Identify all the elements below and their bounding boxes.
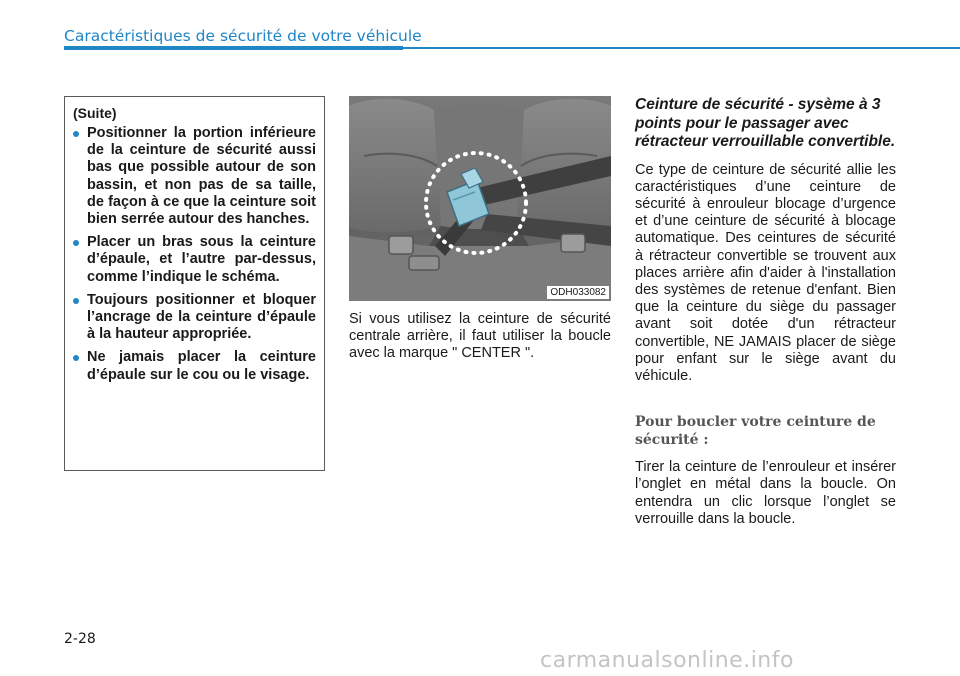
list-item: [73, 349, 316, 383]
seatbelt-buckle-illustration: [349, 96, 611, 301]
bullet-icon: [73, 131, 79, 137]
caution-item-text: Ne jamais placer la ceinture d’épaule sur le cou ou le visage.: [87, 349, 316, 383]
header-rule-thin: [403, 47, 960, 49]
caution-item-text: Positionner la portion inférieure de la ceinture de sécurité aussi bas que possible autour de son bassin, et non pas de sa taille, de façon à ce que la ceinture soit bien serrée autour des hanches.: [87, 125, 316, 228]
list-item: [73, 125, 316, 228]
bullet-icon: [73, 240, 79, 246]
figure-code: ODH033082: [547, 286, 609, 299]
seatbelt-photo: [349, 96, 611, 301]
bullet-icon: [73, 355, 79, 361]
list-item: [73, 234, 316, 286]
list-item: [73, 292, 316, 344]
bullet-icon: [73, 298, 79, 304]
body-paragraph: Ce type de ceinture de sécurité allie les caractéristiques d’une ceinture de sécurité à enrouleur blocage d’urgence et d’une ceinture de sécurité à blocage automatique. Des ceintures de sécurité à rétracteur convertible se trouvent aux places arrière afin d'aider à l'installation des systèmes de retenue d'enfant. Bien que la ceinture du siège du passager avant soit dotée d'un rétracteur convertible, NE JAMAIS placer de siège pour enfant sur le siège avant du véhicule.: [635, 161, 896, 384]
right-column: [635, 96, 896, 528]
page-number: 2-28: [64, 631, 96, 647]
caution-item-text: Placer un bras sous la ceinture d’épaule, et l’autre par-dessus, comme l’indique le schéma.: [87, 234, 316, 285]
caution-item-text: Toujours positionner et bloquer l’ancrage de la ceinture d’épaule à la hauteur appropriée.: [87, 291, 316, 343]
sub-heading: Pour boucler votre ceinture de sécurité :: [635, 414, 876, 449]
caution-list: [73, 125, 316, 384]
body-paragraph-2: Tirer la ceinture de l’enrouleur et insérer l’onglet en métal dans la boucle. On entendra un clic lorsque l’onglet se verrouille dans la boucle.: [635, 459, 896, 527]
caution-box: [64, 96, 325, 471]
figure-caption: Si vous utilisez la ceinture de sécurité centrale arrière, il faut utiliser la boucle avec la marque " CENTER ".: [349, 311, 611, 362]
watermark: carmanualsonline.info: [540, 648, 794, 673]
section-title: Caractéristiques de sécurité de votre véhicule: [64, 27, 422, 45]
section-heading: Ceinture de sécurité - sysème à 3 points pour le passager avec rétracteur verrouillable convertible.: [635, 96, 896, 150]
header-rule-thick: [64, 46, 403, 50]
caution-heading: (Suite): [73, 105, 117, 121]
